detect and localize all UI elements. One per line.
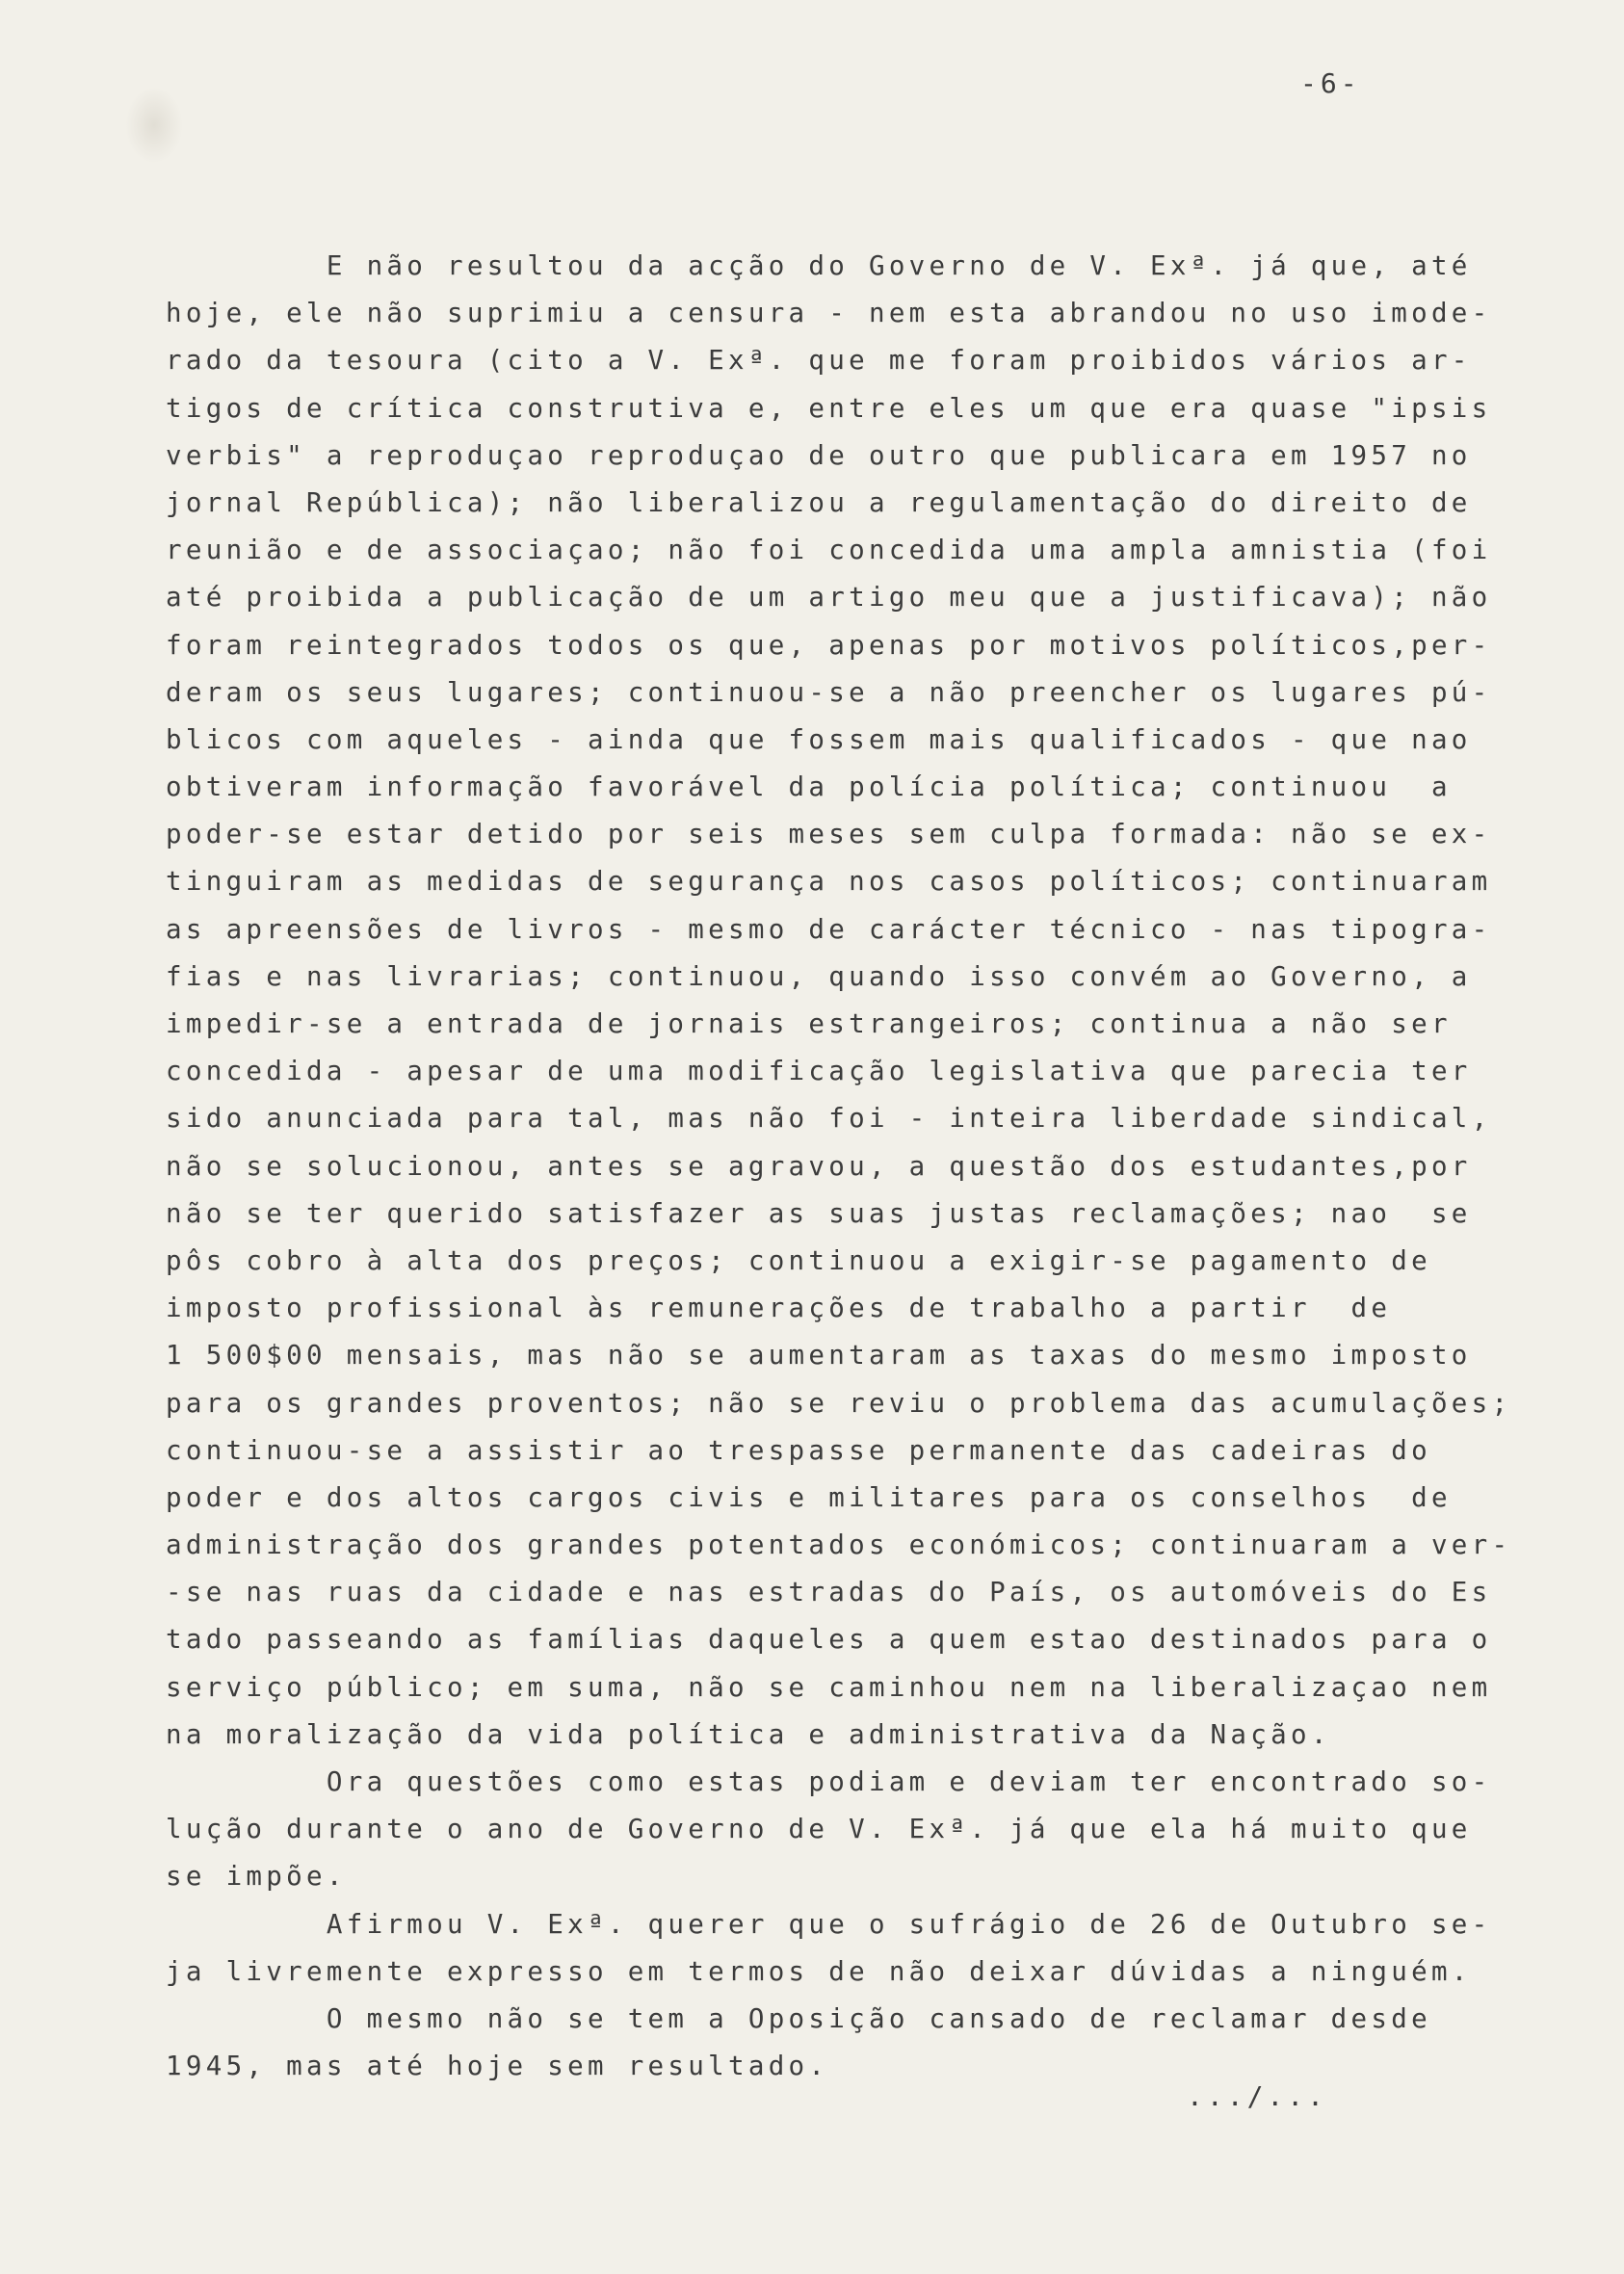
text-line: pôs cobro à alta dos preços; continuou a exigir-se pagamento de xyxy=(166,1244,1431,1276)
continuation-mark: .../... xyxy=(1187,2080,1328,2112)
text-line: 1945, mas até hoje sem resultado. xyxy=(166,2051,829,2082)
letter-body xyxy=(166,243,1512,2090)
text-line: jornal República); não liberalizou a regulamentação do direito de xyxy=(166,486,1472,518)
text-line: poder e dos altos cargos civis e militares para os conselhos de xyxy=(166,1481,1452,1513)
paper-smudge xyxy=(125,87,183,164)
text-line: não se ter querido satisfazer as suas justas reclamações; nao se xyxy=(166,1197,1472,1229)
text-line: continuou-se a assistir ao trespasse permanente das cadeiras do xyxy=(166,1434,1431,1466)
text-line: -se nas ruas da cidade e nas estradas do País, os automóveis do Es xyxy=(166,1577,1492,1608)
text-line: para os grandes proventos; não se reviu o problema das acumulações; xyxy=(166,1387,1512,1419)
text-line: blicos com aqueles - ainda que fossem mais qualificados - que nao xyxy=(166,723,1472,755)
text-line: foram reintegrados todos os que, apenas por motivos políticos,per- xyxy=(166,629,1492,661)
text-line: fias e nas livrarias; continuou, quando isso convém ao Governo, a xyxy=(166,960,1472,992)
page-number: -6- xyxy=(1300,67,1361,99)
text-line: sido anunciada para tal, mas não foi - inteira liberdade sindical, xyxy=(166,1103,1492,1135)
text-line: O mesmo não se tem a Oposição cansado de reclamar desde xyxy=(166,2002,1431,2034)
text-line: serviço público; em suma, não se caminhou nem na liberalizaçao nem xyxy=(166,1671,1492,1703)
text-line: imposto profissional às remunerações de trabalho a partir de xyxy=(166,1293,1392,1324)
text-line: poder-se estar detido por seis meses sem culpa formada: não se ex- xyxy=(166,819,1492,850)
text-line: Ora questões como estas podiam e deviam ter encontrado so- xyxy=(166,1766,1492,1797)
text-line: verbis" a reproduçao reproduçao de outro que publicara em 1957 no xyxy=(166,439,1472,471)
text-line: 1 500$00 mensais, mas não se aumentaram as taxas do mesmo imposto xyxy=(166,1340,1472,1372)
text-line: na moralização da vida política e administrativa da Nação. xyxy=(166,1718,1331,1750)
text-line: tigos de crítica construtiva e, entre eles um que era quase "ipsis xyxy=(166,392,1492,424)
text-line: reunião e de associaçao; não foi concedida uma ampla amnistia (foi xyxy=(166,535,1492,566)
text-line: não se solucionou, antes se agravou, a questão dos estudantes,por xyxy=(166,1150,1472,1182)
text-line: obtiveram informação favorável da polícia política; continuou a xyxy=(166,771,1452,803)
text-line: tado passeando as famílias daqueles a quem estao destinados para o xyxy=(166,1624,1492,1656)
text-line: rado da tesoura (cito a V. Exª. que me foram proibidos vários ar- xyxy=(166,345,1472,377)
text-line: hoje, ele não suprimiu a censura - nem esta abrandou no uso imode- xyxy=(166,298,1492,329)
text-line: ja livremente expresso em termos de não deixar dúvidas a ninguém. xyxy=(166,1955,1472,1987)
text-line: Afirmou V. Exª. querer que o sufrágio de 26 de Outubro se- xyxy=(166,1908,1492,1940)
text-line: lução durante o ano de Governo de V. Exª. já que ela há muito que xyxy=(166,1814,1472,1845)
text-line: as apreensões de livros - mesmo de carácter técnico - nas tipogra- xyxy=(166,913,1492,945)
text-line: concedida - apesar de uma modificação legislativa que parecia ter xyxy=(166,1056,1472,1087)
text-line: impedir-se a entrada de jornais estrangeiros; continua a não ser xyxy=(166,1008,1452,1039)
text-line: administração dos grandes potentados económicos; continuaram a ver- xyxy=(166,1529,1512,1561)
text-line: E não resultou da acção do Governo de V. Exª. já que, até xyxy=(166,250,1472,281)
text-line: deram os seus lugares; continuou-se a não preencher os lugares pú- xyxy=(166,676,1492,708)
text-line: até proibida a publicação de um artigo meu que a justificava); não xyxy=(166,582,1492,614)
text-line: tinguiram as medidas de segurança nos casos políticos; continuaram xyxy=(166,866,1492,898)
text-line: se impõe. xyxy=(166,1861,347,1893)
